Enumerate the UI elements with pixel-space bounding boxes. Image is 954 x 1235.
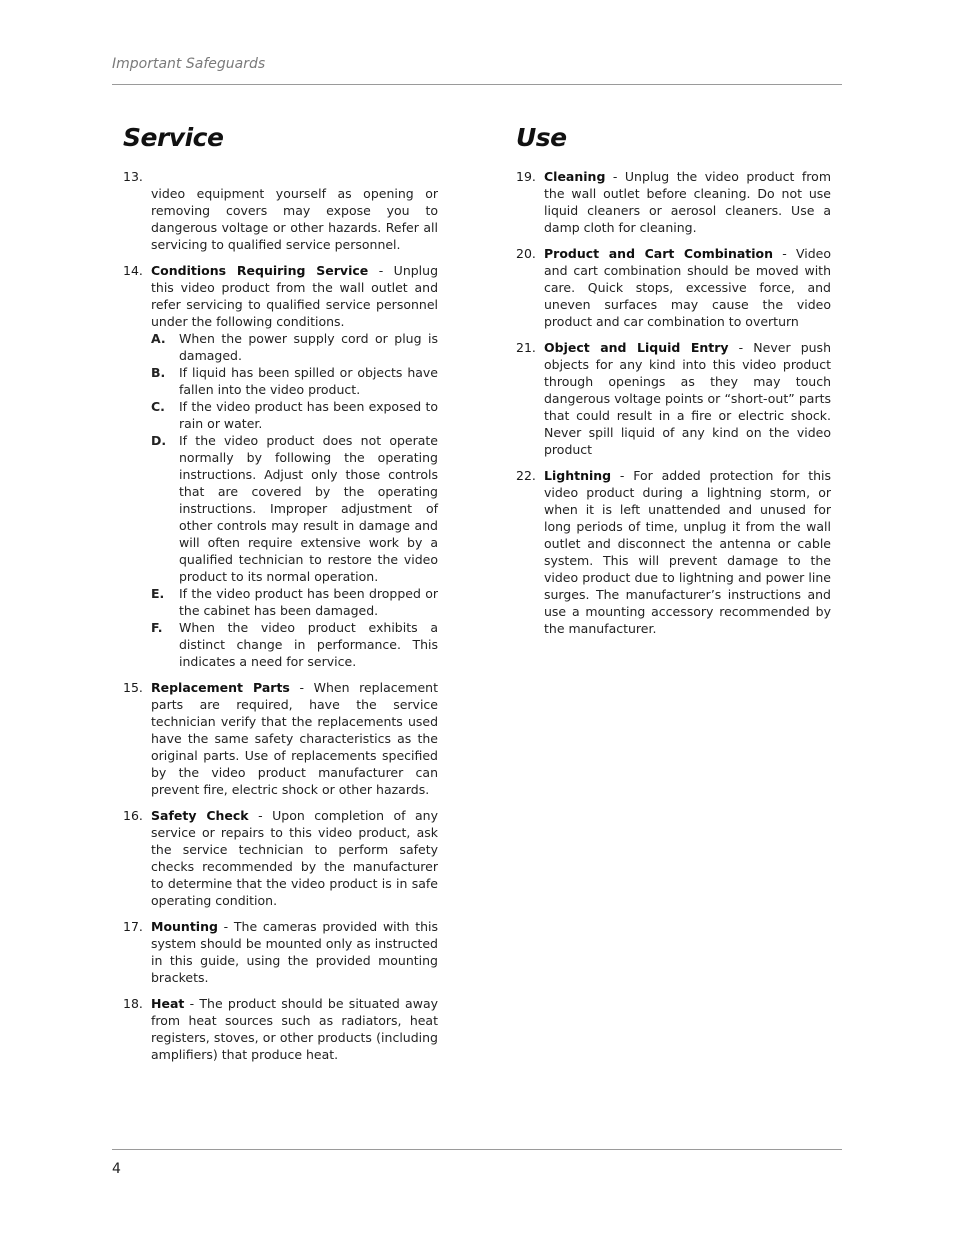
use-heading: Use (516, 123, 567, 152)
item-text: - Unplug this video product from the wall outlet and refer servicing to qualified service personnel under the following conditions. (151, 263, 439, 329)
item-body (544, 168, 831, 236)
list-item-14 (123, 262, 438, 670)
sub-text: If the video product does not operate normally by following the operating instructions. Adjust only those controls that are covered by the operating instructions. Improper adjustment of other controls may result in damage and will often require extensive work by a qualified technician to restore the video product to its normal operation. (179, 433, 438, 584)
footer-divider (112, 1149, 842, 1150)
item-number: 20. (516, 246, 536, 261)
service-column (123, 122, 438, 1072)
sub-text: When the video product exhibits a distinct change in performance. This indicates a need for service. (179, 620, 438, 669)
sub-item-d (151, 432, 438, 585)
item-lead: Lightning (544, 468, 612, 483)
sub-item-f (151, 619, 438, 670)
sub-letter: B. (151, 365, 166, 380)
sub-letter: D. (151, 433, 167, 448)
item-number: 14. (123, 263, 143, 278)
list-item-18 (123, 995, 438, 1063)
item-text: - Video and cart combination should be moved with care. Quick stops, excessive force, and uneven surfaces may cause the video product and car combination to overturn (544, 246, 831, 329)
service-heading: Service (123, 123, 224, 152)
list-item-13 (123, 168, 438, 253)
list-item-19 (516, 168, 831, 236)
item-body (151, 995, 438, 1063)
list-item-15 (123, 679, 438, 798)
item-text: - Unplug the video product from the wall outlet before cleaning. Do not use liquid cleaners or aerosol cleaners. Use a damp cloth for cleaning. (544, 169, 831, 235)
item-text: - The cameras provided with this system should be mounted only as instructed in this guide, using the provided mounting brackets. (151, 919, 438, 985)
list-item-17 (123, 918, 438, 986)
item-body (151, 918, 438, 986)
item-lead: Product and Cart Combination (544, 246, 774, 261)
item-lead: Object and Liquid Entry (544, 340, 729, 355)
sub-text: If the video product has been dropped or the cabinet has been damaged. (179, 586, 438, 618)
sub-letter: C. (151, 399, 165, 414)
list-item-16 (123, 807, 438, 909)
item-lead: Replacement Parts (151, 680, 290, 695)
item-number: 18. (123, 996, 143, 1011)
sub-text: If liquid has been spilled or objects have fallen into the video product. (179, 365, 438, 397)
item-body (151, 168, 438, 253)
sub-letter: A. (151, 331, 166, 346)
item-text: - Never push objects for any kind into this video product through openings as they may touch dangerous voltage points or “short-out” parts that could result in a fire or electric shock. Never spill liquid of any kind on the video product (544, 340, 831, 457)
sub-item-c (151, 398, 438, 432)
item-number: 16. (123, 808, 143, 823)
page-number: 4 (112, 1161, 121, 1177)
item-text: - The product should be situated away from heat sources such as radiators, heat registers, stoves, or other products (including amplifiers) that produce heat. (151, 996, 438, 1062)
item-lead: Safety Check (151, 808, 249, 823)
sub-letter: F. (151, 620, 163, 635)
item-text: - Upon completion of any service or repairs to this video product, ask the service technician to perform safety checks recommended by the manufacturer to determine that the video product is in safe operating condition. (151, 808, 438, 908)
use-column (516, 122, 831, 646)
item-number: 13. (123, 169, 143, 184)
item-text: video equipment yourself as opening or removing covers may expose you to dangerous voltage or other hazards. Refer all servicing to qualified service personnel. (151, 186, 438, 252)
sub-letter: E. (151, 586, 165, 601)
item-lead: Mounting (151, 919, 218, 934)
list-item-21 (516, 339, 831, 458)
sub-item-b (151, 364, 438, 398)
item-lead: Cleaning (544, 169, 606, 184)
item-body (544, 245, 831, 330)
item-number: 15. (123, 680, 143, 695)
item-number: 21. (516, 340, 536, 355)
sub-text: If the video product has been exposed to rain or water. (179, 399, 438, 431)
item-text: - For added protection for this video product during a lightning storm, or when it is left unattended and unused for long periods of time, unplug it from the wall outlet and disconnect the antenna or cable system. This will prevent damage to the video product due to lightning and power line surges. The manufacturer’s instructions and use a mounting accessory recommended by the manufacturer. (544, 468, 831, 636)
item-number: 19. (516, 169, 536, 184)
item-lead: Conditions Requiring Service (151, 263, 369, 278)
item-lead: Heat (151, 996, 185, 1011)
item-body (544, 467, 831, 637)
running-header: Important Safeguards (112, 56, 266, 72)
sub-text: When the power supply cord or plug is damaged. (179, 331, 438, 363)
sub-item-a (151, 330, 438, 364)
header-divider (112, 84, 842, 85)
item-body (151, 807, 438, 909)
item-body (544, 339, 831, 458)
item-number: 22. (516, 468, 536, 483)
sub-item-e (151, 585, 438, 619)
item-text: - When replacement parts are required, have the service technician verify that the replacements used have the same safety characteristics as the original parts. Use of replacements specified by the video product manufacturer can prevent fire, electric shock or other hazards. (151, 680, 438, 797)
item-body (151, 262, 438, 670)
item-number: 17. (123, 919, 143, 934)
item-body (151, 679, 438, 798)
list-item-22 (516, 467, 831, 637)
list-item-20 (516, 245, 831, 330)
